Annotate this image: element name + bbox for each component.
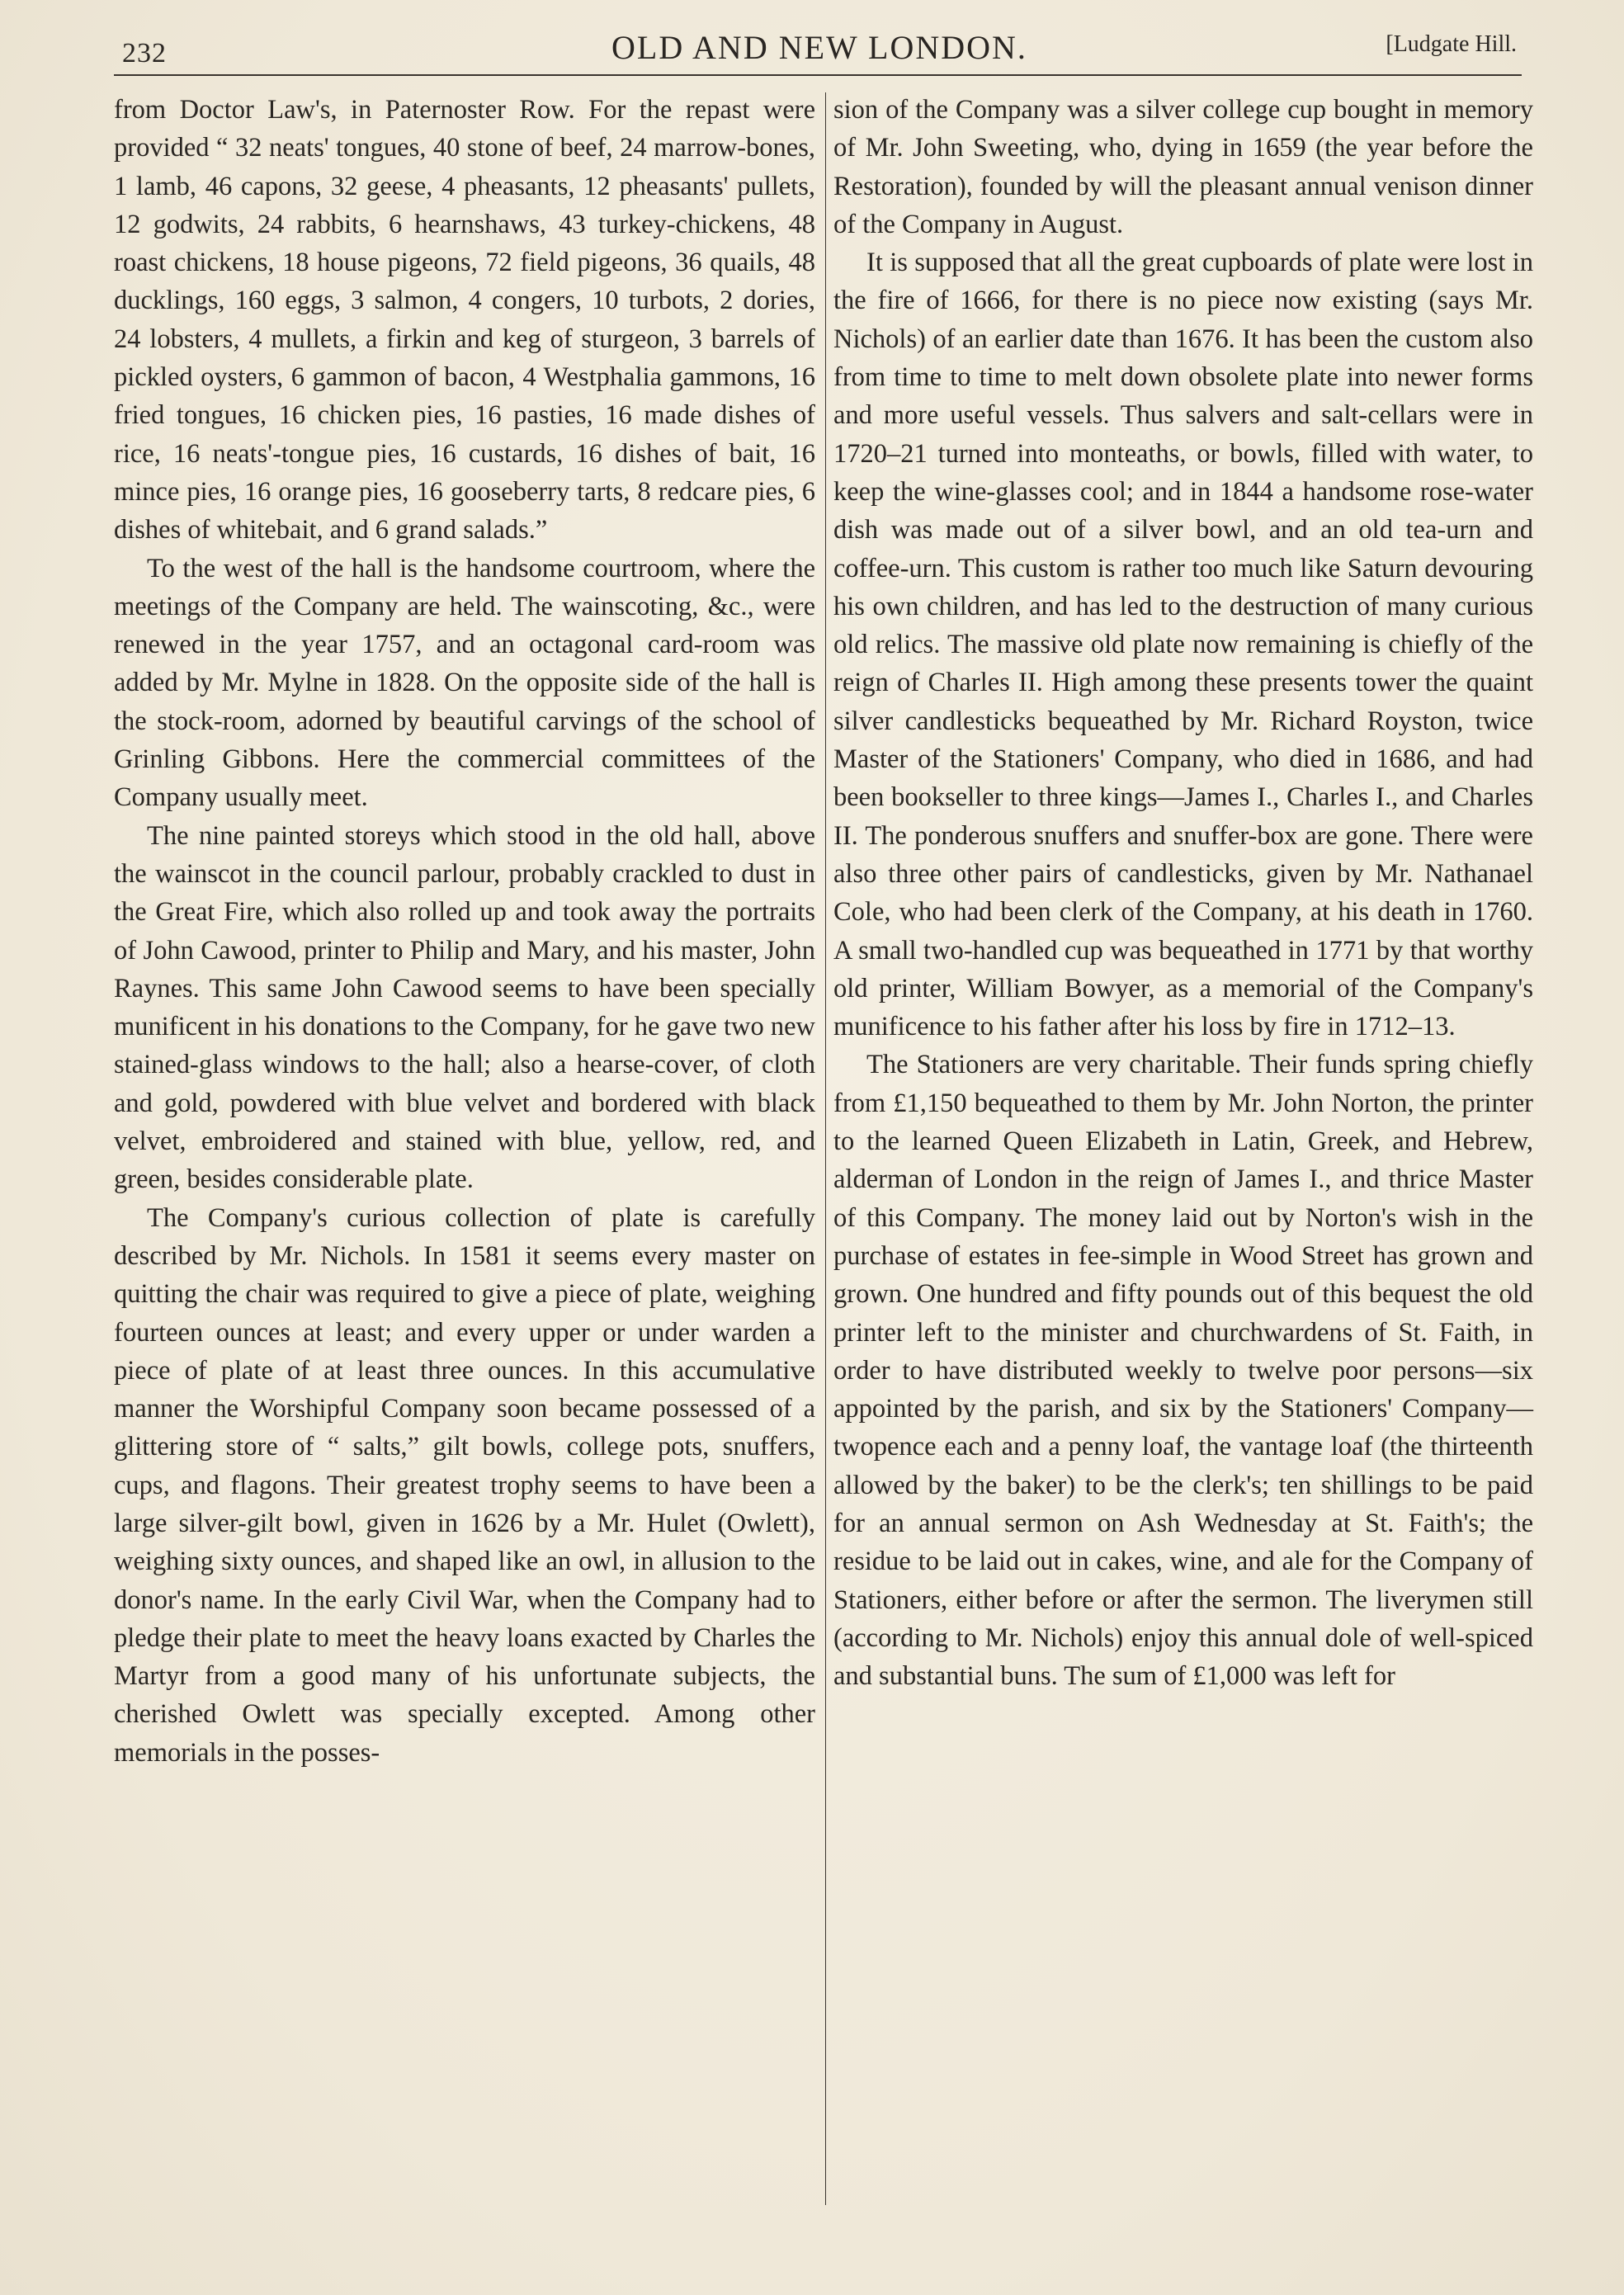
running-title: OLD AND NEW LONDON. <box>611 29 1027 66</box>
paragraph: To the west of the hall is the handsome courtroom, where the meetings of the Company are held. The wainscoting, &c., were renewed in the year 1757, and an octagonal card-room was added by Mr. Mylne in 1828. On the opposite side of the hall is the stock-room, adorned by beautiful carvings of the school of Grinling Gibbons. Here the commercial committees of the Company usually meet. <box>114 553 815 813</box>
page-number: 232 <box>122 38 167 68</box>
column-divider <box>825 92 826 2205</box>
paragraph: The Stationers are very charitable. Their funds spring chiefly from £1,150 bequeathed to them by Mr. John Norton, the printer to the learned Queen Elizabeth in Latin, Greek, and Hebrew, alderman of London in the reign of James I., and thrice Master of this Company. The money laid out by Norton's wish in the purchase of estates in fee-simple in Wood Street has grown and grown. One hundred and fifty pounds out of this bequest the old printer left to the minister and churchwardens of St. Faith, in order to have distributed weekly to twelve poor persons—six appointed by the parish, and six by the Stationers' Company—twopence each and a penny loaf, the vantage loaf (the thirteenth allowed by the baker) to be the clerk's; ten shillings to be paid for an annual sermon on Ash Wednesday at St. Faith's; the residue to be laid out in cakes, wine, and ale for the Company of Stationers, either before or after the sermon. The liverymen still (according to Mr. Nichols) enjoy this annual dole of well-spiced and substantial buns. The sum of £1,000 was left for <box>833 1050 1533 1692</box>
header-rule <box>114 74 1522 76</box>
paragraph: from Doctor Law's, in Paternoster Row. For the repast were provided “ 32 neats' tongues, 40 stone of beef, 24 marrow-bones, 1 lamb, 46 capons, 32 geese, 4 pheasants, 12 pheasants' pullets, 12 godwits, 24 rabbits, 6 hearnshaws, 43 turkey-chickens, 48 roast chickens, 18 house pigeons, 72 field pigeons, 36 quails, 48 ducklings, 160 eggs, 3 salmon, 4 congers, 10 turbots, 2 dories, 24 lobsters, 4 mullets, a firkin and keg of sturgeon, 3 barrels of pickled oysters, 6 gammon of bacon, 4 Westphalia gammons, 16 fried tongues, 16 chicken pies, 16 pasties, 16 made dishes of rice, 16 neats'-tongue pies, 16 custards, 16 dishes of bait, 16 mince pies, 16 orange pies, 16 gooseberry tarts, 8 redcare pies, 6 dishes of whitebait, and 6 grand salads.” <box>114 95 815 545</box>
section-label: [Ludgate Hill. <box>1386 31 1517 57</box>
left-column <box>114 91 815 1772</box>
page-header <box>122 23 1517 73</box>
paragraph: The nine painted storeys which stood in the old hall, above the wainscot in the council parlour, probably crackled to dust in the Great Fire, which also rolled up and took away the portraits of John Cawood, printer to Philip and Mary, and his master, John Raynes. This same John Cawood seems to have been specially munificent in his donations to the Company, for he gave two new stained-glass windows to the hall; also a hearse-cover, of cloth and gold, powdered with blue velvet and bordered with black velvet, embroidered and stained with blue, yellow, red, and green, besides considerable plate. <box>114 820 815 1195</box>
paragraph: The Company's curious collection of plate is carefully described by Mr. Nichols. In 1581 it seems every master on quitting the chair was required to give a piece of plate, weighing fourteen ounces at least; and every upper or under warden a piece of plate of at least three ounces. In this accumulative manner the Worshipful Company soon became possessed of a glittering store of “ salts,” gilt bowls, college pots, snuffers, cups, and flagons. Their greatest trophy seems to have been a large silver-gilt bowl, given in 1626 by a Mr. Hulet (Owlett), weighing sixty ounces, and shaped like an owl, in allusion to the donor's name. In the early Civil War, when the Company had to pledge their plate to meet the heavy loans exacted by Charles the Martyr from a good many of his unfortunate subjects, the cherished Owlett was specially excepted. Among other memorials in the posses- <box>114 1202 815 1768</box>
right-column <box>833 91 1533 1695</box>
paragraph: It is supposed that all the great cupboards of plate were lost in the fire of 1666, for there is no piece now existing (says Mr. Nichols) of an earlier date than 1676. It has been the custom also from time to time to melt down obsolete plate into newer forms and more useful vessels. Thus salvers and salt-cellars were in 1720–21 turned into monteaths, or bowls, filled with water, to keep the wine-glasses cool; and in 1844 a handsome rose-water dish was made out of a silver bowl, and an old tea-urn and coffee-urn. This custom is rather too much like Saturn devouring his own children, and has led to the destruction of many curious old relics. The massive old plate now remaining is chiefly of the reign of Charles II. High among these presents tower the quaint silver candlesticks bequeathed by Mr. Richard Royston, twice Master of the Stationers' Company, who died in 1686, and had been bookseller to three kings—James I., Charles I., and Charles II. The ponderous snuffers and snuffer-box are gone. There were also three other pairs of candlesticks, given by Mr. Nathanael Cole, who had been clerk of the Company, at his death in 1760. A small two-handled cup was bequeathed in 1771 by that worthy old printer, William Bowyer, as a memorial of the Company's munificence to his father after his loss by fire in 1712–13. <box>833 248 1533 1042</box>
paragraph: sion of the Company was a silver college cup bought in memory of Mr. John Sweeting, who, dying in 1659 (the year before the Restoration), founded by will the pleasant annual venison dinner of the Company in August. <box>833 95 1533 239</box>
